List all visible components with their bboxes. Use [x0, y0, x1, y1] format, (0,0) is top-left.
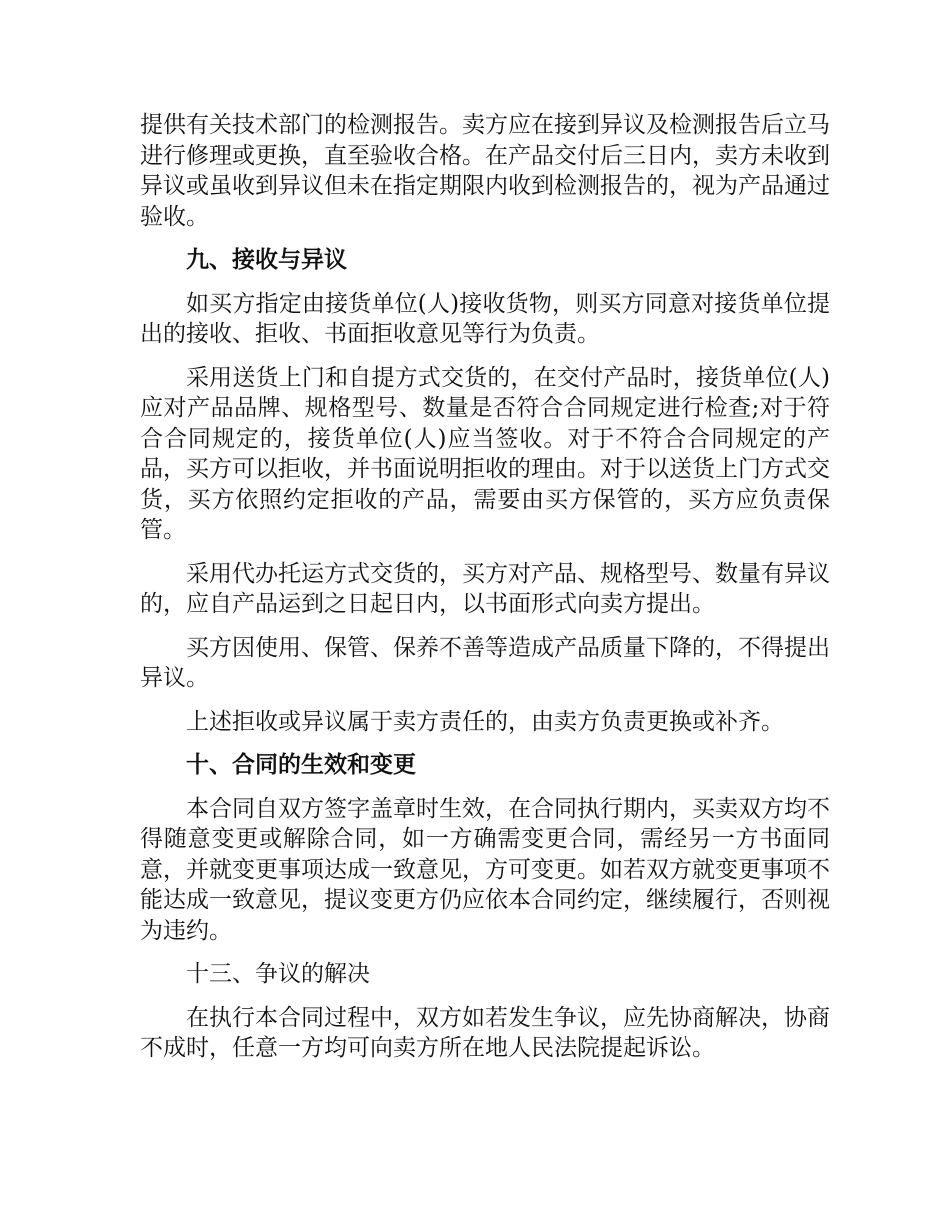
section-heading-effect-and-change: 十、合同的生效和变更 [186, 752, 416, 778]
section-heading-receipt-and-objection: 九、接收与异议 [186, 247, 347, 273]
paragraph-contract-effect: 本合同自双方签字盖章时生效，在合同执行期内，买卖双方均不得随意变更或解除合同，如一方确需变更合同，需经另一方书面同意，并就变更事项达成一致意见，方可变更。如若双方就变更事项不能达成一致意见，提议变更方仍应依本合同约定，继续履行，否则视为违约。 [140, 795, 830, 944]
paragraph-inspection-report: 提供有关技术部门的检测报告。卖方应在接到异议及检测报告后立马进行修理或更换，直至验收合格。在产品交付后三日内，卖方未收到异议或虽收到异议但未在指定期限内收到检测报告的，视为产品通过验收。 [140, 112, 830, 230]
paragraph-consignment-objection: 采用代办托运方式交货的，买方对产品、规格型号、数量有异议的，应自产品运到之日起日内，以书面形式向卖方提出。 [140, 560, 830, 617]
paragraph-seller-responsibility: 上述拒收或异议属于卖方责任的，由卖方负责更换或补齐。 [186, 708, 784, 735]
paragraph-delivery-inspection: 采用送货上门和自提方式交货的，在交付产品时，接货单位(人)应对产品品牌、规格型号、数量是否符合合同规定进行检查;对于符合合同规定的，接货单位(人)应当签收。对于不符合合同规定的产品，买方可以拒收，并书面说明拒收的理由。对于以送货上门方式交货，买方依照约定拒收的产品，需要由买方保管的，买方应负责保管。 [140, 364, 830, 543]
paragraph-improper-use: 买方因使用、保管、保养不善等造成产品质量下降的，不得提出异议。 [140, 634, 830, 691]
paragraph-dispute-litigation: 在执行本合同过程中，双方如若发生争议，应先协商解决，协商不成时，任意一方均可向卖方所在地人民法院提起诉讼。 [140, 1004, 830, 1061]
paragraph-designated-receiver: 如买方指定由接货单位(人)接收货物，则买方同意对接货单位提出的接收、拒收、书面拒收意见等行为负责。 [140, 290, 830, 347]
section-heading-dispute-resolution: 十三、争议的解决 [186, 961, 370, 987]
document-page [140, 110, 830, 1077]
